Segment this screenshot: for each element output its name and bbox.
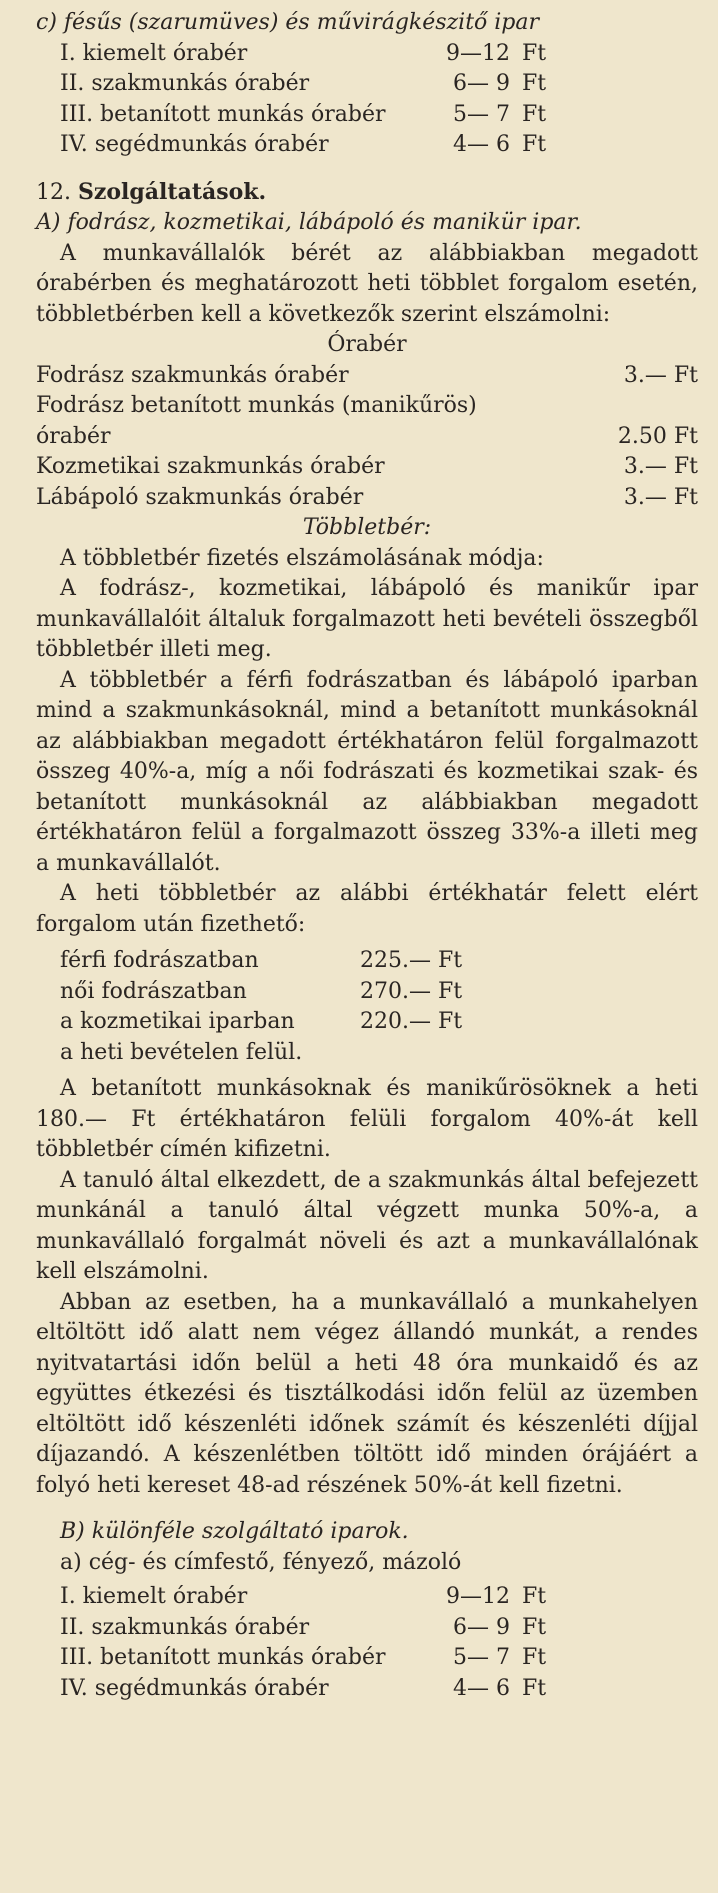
oraber-row: Fodrász szakmunkás órabér 3.— Ft (36, 362, 698, 388)
threshold-row: női fodrászatban 270.— Ft (60, 978, 463, 1004)
wage-row: III. betanított munkás órabér 5— 7 Ft (60, 1645, 547, 1670)
section-c-title: c) fésűs (szarumüves) és művirágkészitő ipar (36, 10, 540, 35)
tobbletber-text-2 (36, 1074, 698, 1501)
paragraph: A betanított munkásoknak és manikűrösöknek a heti 180.— Ft értékhatáron felüli forgalom 40%-át kell többletbér címén kifizetni. (36, 1076, 698, 1162)
wage-row: IV. segédmunkás órabér 4— 6 Ft (60, 1675, 547, 1701)
wage-table-c (36, 39, 698, 161)
paragraph: A többletbér a férfi fodrászatban és lábápoló iparban mind a szakmunkásoknál, mind a betanított munkásoknál az alábbiakban megadott értékhatáron felül forgalmazott összeg 40%-a, míg a női fodrászati és kozmetikai szak- és betanított munkásoknál az alábbiakban megadott értékhatáron felül a forgalmazott összeg 33%-a illeti meg a munkavállalót. (36, 667, 698, 876)
wage-table-a (36, 1582, 698, 1704)
paragraph: A heti többletbér az alábbi értékhatár felett elért forgalom után fizethető: (36, 881, 698, 937)
wage-row: III. betanított munkás órabér 5— 7 Ft (60, 101, 547, 127)
oraber-row: Fodrász betanított munkás (manikűrös) (36, 393, 477, 418)
paragraph: Abban az esetben, ha a munkavállaló a munkahelyen eltöltött idő alatt nem végez állandó munkát, a rendes nyitvatartási időn belül a heti 48 óra munkaidő és az együttes étkezési és tisztálkodási időn felül az üzemben eltöltött idő készenléti időnek számít és készenléti díjjal díjazandó. A készenlétben töltött idő minden órájáért a folyó heti kereset 48-ad részének 50%-át kell fizetni. (36, 1289, 698, 1498)
section-b-title: B) különféle szolgáltató iparok. (60, 1519, 409, 1544)
tobbletber-text (36, 544, 698, 941)
section-a-title: A) fodrász, kozmetikai, lábápoló és manikür ipar. (36, 210, 582, 235)
oraber-row: Lábápoló szakmunkás órabér 3.— Ft (36, 484, 698, 510)
wage-row: II. szakmunkás órabér 6— 9 Ft (60, 1614, 547, 1640)
paragraph: A többletbér fizetés elszámolásának módja: (60, 545, 544, 571)
intro-paragraph: A munkavállalók bérét az alábbiakban megadott órabérben és meghatározott heti többlet forgalom esetén, többletbérben kell a következők szerint elszámolni: (36, 240, 698, 327)
oraber-heading: Órabér (327, 332, 407, 357)
wage-row: IV. segédmunkás órabér 4— 6 Ft (60, 132, 547, 157)
oraber-row: Kozmetikai szakmunkás órabér 3.— Ft (36, 454, 698, 479)
section-a-sub-title: a) cég- és címfestő, fényező, mázoló (60, 1549, 462, 1575)
threshold-row: férfi fodrászatban 225.— Ft (60, 948, 463, 973)
paragraph: A fodrász-, kozmetikai, lábápoló és manikűr ipar munkavállalóit általuk forgalmazott heti bevételi összegből többletbér illeti meg. (36, 576, 698, 662)
oraber-row: órabér 2.50 Ft (36, 423, 698, 449)
section-12-heading (36, 177, 698, 209)
wage-row: I. kiemelt órabér 9—12 Ft (60, 1584, 547, 1609)
wage-row: I. kiemelt órabér 9—12 Ft (60, 40, 547, 66)
threshold-table (36, 946, 698, 1068)
tobbletber-heading: Többletbér: (302, 515, 432, 540)
oraber-table (36, 361, 698, 514)
threshold-note: a heti bevételen felül. (60, 1039, 303, 1065)
section-number: 12. (36, 179, 71, 205)
threshold-row: a kozmetikai iparban 220.— Ft (60, 1009, 463, 1034)
wage-row: II. szakmunkás órabér 6— 9 Ft (60, 71, 547, 96)
section-title: Szolgáltatások. (78, 178, 267, 205)
paragraph: A tanuló által elkezdett, de a szakmunkás által befejezett munkánál a tanuló által végzett munka 50%-a, a munkavállaló forgalmát növeli és azt a munkavállalónak kell elszámolni. (36, 1167, 698, 1284)
